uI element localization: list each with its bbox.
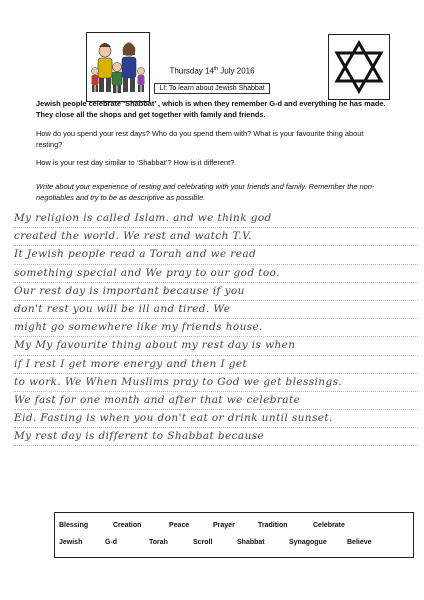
worksheet-date: Thursday 14th July 2016 [169, 66, 255, 76]
writing-task: Write about your experience of resting and celebrating with your friends and family. Remember the non-negotiables and try to be as descriptive as possible. [36, 182, 375, 202]
word-bank-word: G-d [105, 539, 118, 546]
word-bank-word: Torah [149, 539, 168, 546]
handwriting-line: It Jewish people read a Torah and we read [14, 246, 418, 264]
word-bank-word: Creation [113, 522, 142, 529]
word-bank-word: Peace [169, 522, 190, 529]
handwriting-line: don't rest you will be ill and tired. We [14, 301, 418, 319]
word-bank-word: Scroll [193, 539, 213, 546]
handwriting-line: Our rest day is important because if you [14, 283, 418, 301]
word-bank-word: Jewish [59, 539, 83, 546]
word-bank-word: Blessing [59, 522, 89, 529]
handwriting-line: My My favourite thing about my rest day is when [14, 337, 418, 355]
word-bank-word: Synagogue [289, 539, 327, 546]
question-one: How do you spend your rest days? Who do you spend them with? What is your favourite thing about resting? [36, 129, 364, 149]
handwriting-line: might go somewhere like my friends house. [14, 319, 418, 337]
question-two: How is your rest day similar to ‘Shabbat’? How is it different? [36, 158, 235, 167]
handwriting-line: My rest day is different to Shabbat because [14, 428, 418, 446]
handwriting-line: if I rest I get more energy and then I get [14, 356, 418, 374]
handwriting-line: Eid. Fasting is when you don't eat or drink until sunset. [14, 410, 418, 428]
learning-intention [0, 83, 424, 94]
handwriting-line: We fast for one month and after that we celebrate [14, 392, 418, 410]
word-bank-word: Prayer [213, 522, 235, 529]
handwriting-line: to work. We When Muslims pray to God we get blessings. [14, 374, 418, 392]
word-bank [54, 512, 414, 558]
handwriting-line: something special and We pray to our god too. [14, 265, 418, 283]
handwriting-line: created the world. We rest and watch T.V. [14, 228, 418, 246]
intro-paragraph: Jewish people celebrate ‘Shabbat’ , which is when they remember G-d and everything he has made. They close all the shops and get together with family and friends. [36, 99, 386, 119]
handwriting-line: My religion is called Islam. and we think god [14, 210, 418, 228]
word-bank-word: Shabbat [237, 539, 265, 546]
learning-intention-text: LI: To learn about Jewish Shabbat [154, 83, 269, 94]
word-bank-word: Tradition [258, 522, 288, 529]
word-bank-word: Celebrate [313, 522, 345, 529]
word-bank-word: Believe [347, 539, 372, 546]
handwritten-response [14, 210, 418, 446]
